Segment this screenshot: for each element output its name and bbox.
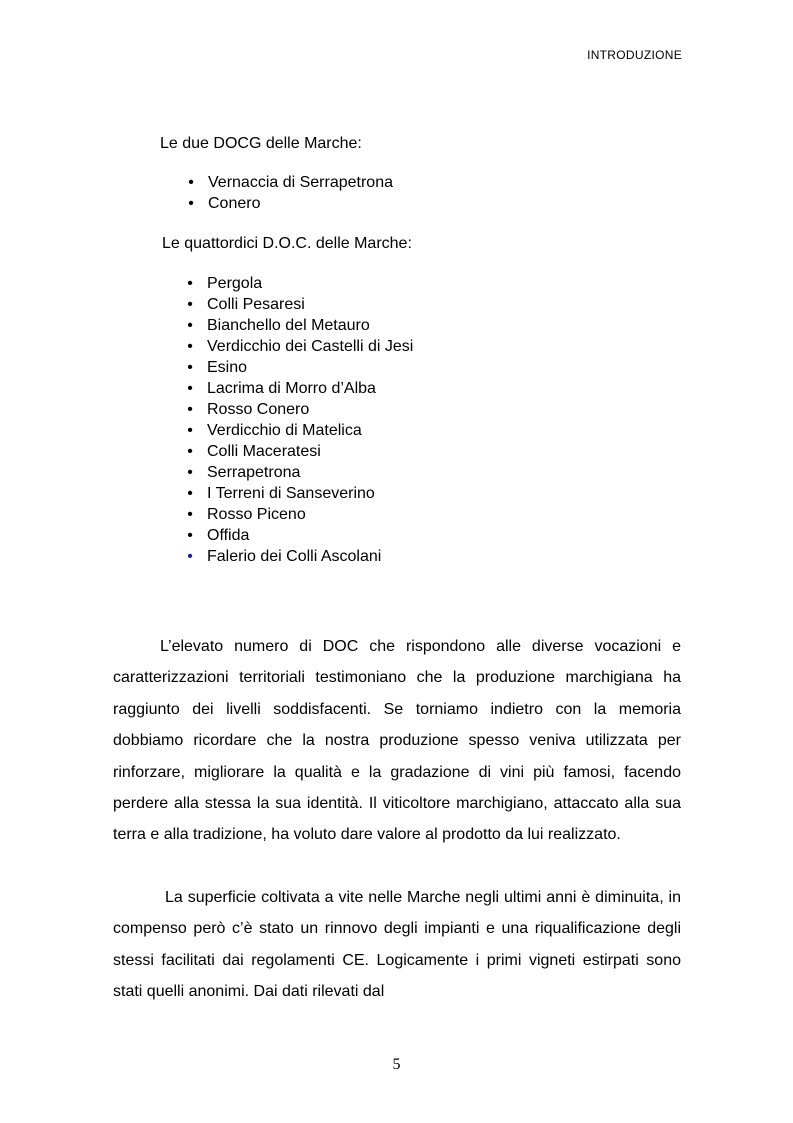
list-item-label: Serrapetrona	[207, 464, 301, 481]
list-item-label: Verdicchio dei Castelli di Jesi	[207, 338, 414, 355]
list-item-label: I Terreni di Sanseverino	[207, 485, 375, 502]
docg-list	[188, 172, 393, 214]
list-item-label: Bianchello del Metauro	[207, 317, 370, 334]
body-paragraph: L’elevato numero di DOC che rispondono alle diverse vocazioni e caratterizzazioni territoriali testimoniano che la produzione marchigiana ha raggiunto dei livelli soddisfacenti. Se torniamo indietro con la memoria dobbiamo ricordare che la nostra produzione spesso veniva utilizzata per rinforzare, migliorare la qualità e la gradazione di vini più famosi, facendo perdere alla stessa la sua identità. Il viticoltore marchigiano, attaccato alla sua terra e alla tradizione, ha voluto dare valore al prodotto da lui realizzato.	[113, 638, 681, 844]
bullet-icon: •	[187, 317, 193, 334]
list-item-label: Rosso Piceno	[207, 506, 306, 523]
bullet-icon: •	[187, 422, 193, 439]
list-item-label: Falerio dei Colli Ascolani	[207, 548, 382, 565]
list-item-label: Conero	[208, 195, 261, 212]
bullet-icon: •	[187, 296, 193, 313]
bullet-icon: •	[188, 174, 194, 191]
bullet-icon: •	[187, 506, 193, 523]
list-item	[187, 315, 413, 336]
bullet-icon: •	[187, 485, 193, 502]
bullet-icon: •	[187, 401, 193, 418]
bullet-icon: •	[187, 548, 193, 565]
page-number: 5	[392, 1056, 401, 1073]
bullet-icon: •	[187, 443, 193, 460]
list-item	[187, 504, 413, 525]
bullet-icon: •	[188, 195, 194, 212]
running-header: INTRODUZIONE	[587, 48, 682, 62]
list-item	[188, 193, 393, 214]
list-item	[187, 273, 413, 294]
list-item-label: Vernaccia di Serrapetrona	[208, 174, 393, 191]
list-item	[187, 420, 413, 441]
list-item	[187, 462, 413, 483]
list-item-label: Colli Pesaresi	[207, 296, 305, 313]
body-paragraph: La superficie coltivata a vite nelle Marche negli ultimi anni è diminuita, in compenso però c’è stato un rinnovo degli impianti e una riqualificazione degli stessi facilitati dai regolamenti CE. Logicamente i primi vigneti estirpati sono stati quelli anonimi. Dai dati rilevati dal	[113, 889, 681, 1001]
bullet-icon: •	[187, 380, 193, 397]
bullet-icon: •	[187, 275, 193, 292]
list-item-label: Colli Maceratesi	[207, 443, 321, 460]
list-item	[187, 546, 413, 567]
list-item-label: Esino	[207, 359, 248, 376]
list-item-label: Lacrima di Morro d’Alba	[207, 380, 376, 397]
list-item	[187, 441, 413, 462]
bullet-icon: •	[187, 359, 193, 376]
list-item	[187, 525, 413, 546]
doc-heading: Le quattordici D.O.C. delle Marche:	[162, 235, 412, 252]
doc-list	[187, 273, 414, 567]
list-item-label: Offida	[207, 527, 250, 544]
docg-heading: Le due DOCG delle Marche:	[160, 135, 362, 152]
list-item	[187, 336, 414, 357]
list-item-label: Pergola	[207, 275, 263, 292]
list-item	[188, 172, 393, 193]
bullet-icon: •	[187, 464, 193, 481]
bullet-icon: •	[187, 338, 193, 355]
list-item	[187, 378, 413, 399]
list-item	[187, 483, 413, 504]
list-item	[187, 357, 413, 378]
bullet-icon: •	[187, 527, 193, 544]
list-item-label: Rosso Conero	[207, 401, 310, 418]
list-item	[187, 399, 413, 420]
list-item-label: Verdicchio di Matelica	[207, 422, 362, 439]
list-item	[187, 294, 413, 315]
